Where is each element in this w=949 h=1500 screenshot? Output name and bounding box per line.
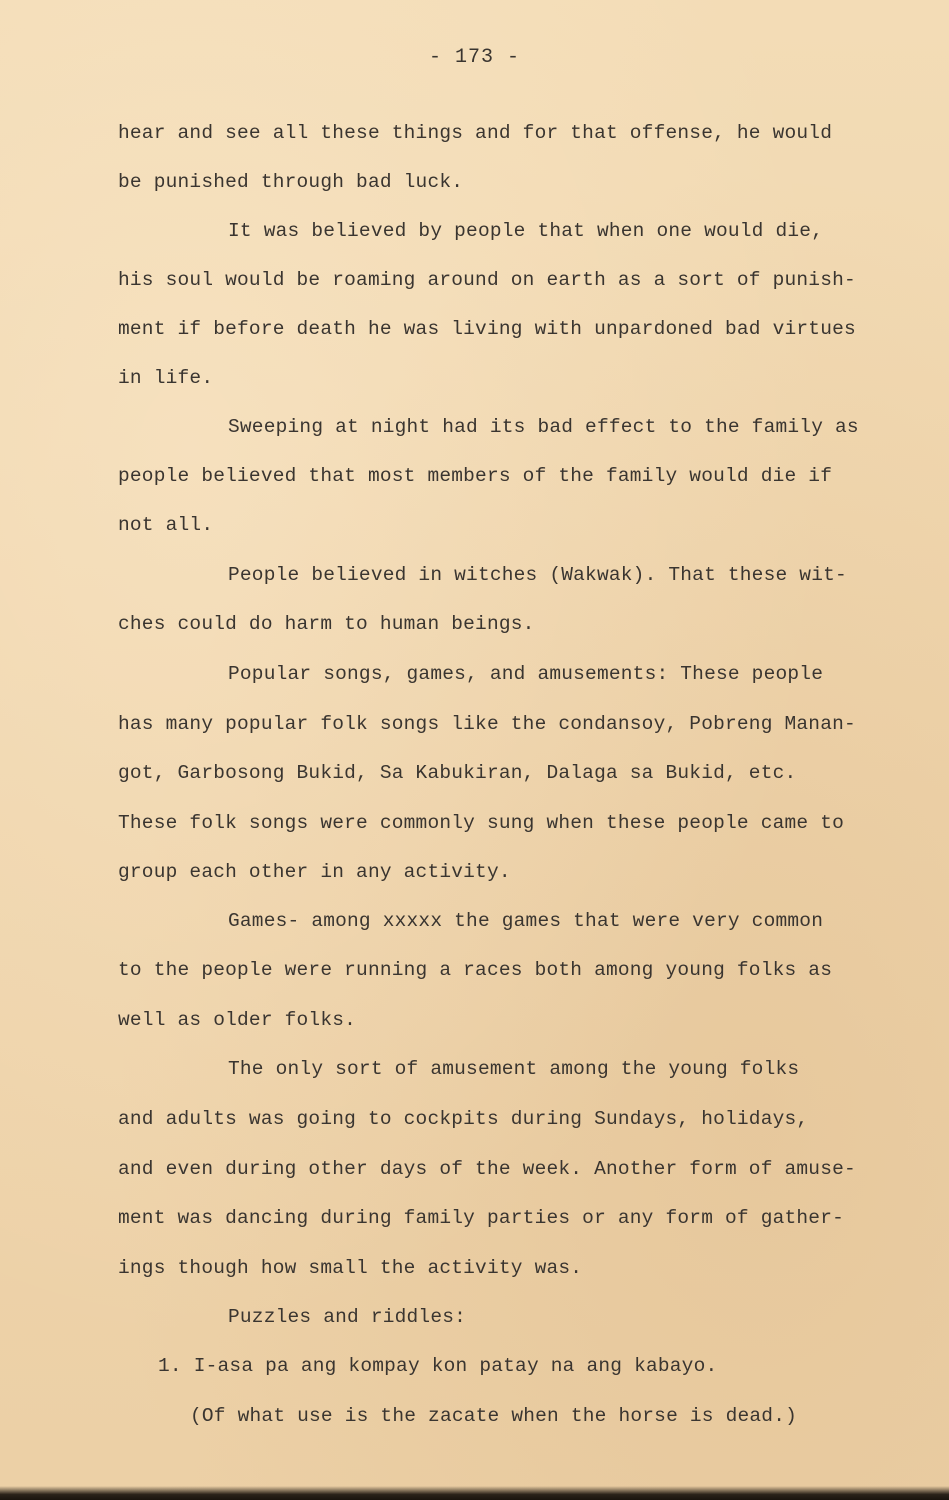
- text-line: hear and see all these things and for that offense, he would: [118, 122, 833, 144]
- text-line: not all.: [118, 514, 214, 536]
- text-line: well as older folks.: [118, 1009, 357, 1031]
- paragraph-first-line: Popular songs, games, and amusements: These people: [228, 663, 824, 685]
- text-line: and even during other days of the week. Another form of amuse-: [118, 1158, 856, 1180]
- text-line: ings though how small the activity was.: [118, 1257, 583, 1279]
- paragraph-first-line: People believed in witches (Wakwak). That these wit-: [228, 564, 847, 586]
- text-line: got, Garbosong Bukid, Sa Kabukiran, Dalaga sa Bukid, etc.: [118, 762, 797, 784]
- paragraph-first-line: Sweeping at night had its bad effect to the family as: [228, 416, 859, 438]
- text-line: and adults was going to cockpits during Sundays, holidays,: [118, 1108, 809, 1130]
- section-heading: Puzzles and riddles:: [228, 1306, 467, 1328]
- paragraph-first-line: Games- among xxxxx the games that were very common: [228, 910, 824, 932]
- text-line: group each other in any activity.: [118, 861, 511, 883]
- riddle-translation: (Of what use is the zacate when the horse is dead.): [190, 1405, 797, 1427]
- page-bottom-edge: [0, 1486, 949, 1500]
- text-line: in life.: [118, 367, 214, 389]
- text-line: people believed that most members of the family would die if: [118, 465, 833, 487]
- text-line: ment if before death he was living with unpardoned bad virtues: [118, 318, 856, 340]
- paragraph-first-line: The only sort of amusement among the young folks: [228, 1058, 800, 1080]
- text-line: These folk songs were commonly sung when these people came to: [118, 812, 845, 834]
- text-line: to the people were running a races both among young folks as: [118, 959, 833, 981]
- paragraph-first-line: It was believed by people that when one would die,: [228, 220, 824, 242]
- page-number: - 173 -: [428, 46, 520, 69]
- riddle-item: 1. I-asa pa ang kompay kon patay na ang kabayo.: [158, 1355, 718, 1377]
- text-line: ches could do harm to human beings.: [118, 613, 535, 635]
- text-line: his soul would be roaming around on earth as a sort of punish-: [118, 269, 856, 291]
- text-line: be punished through bad luck.: [118, 171, 464, 193]
- text-line: ment was dancing during family parties or any form of gather-: [118, 1207, 845, 1229]
- text-line: has many popular folk songs like the condansoy, Pobreng Manan-: [118, 713, 856, 735]
